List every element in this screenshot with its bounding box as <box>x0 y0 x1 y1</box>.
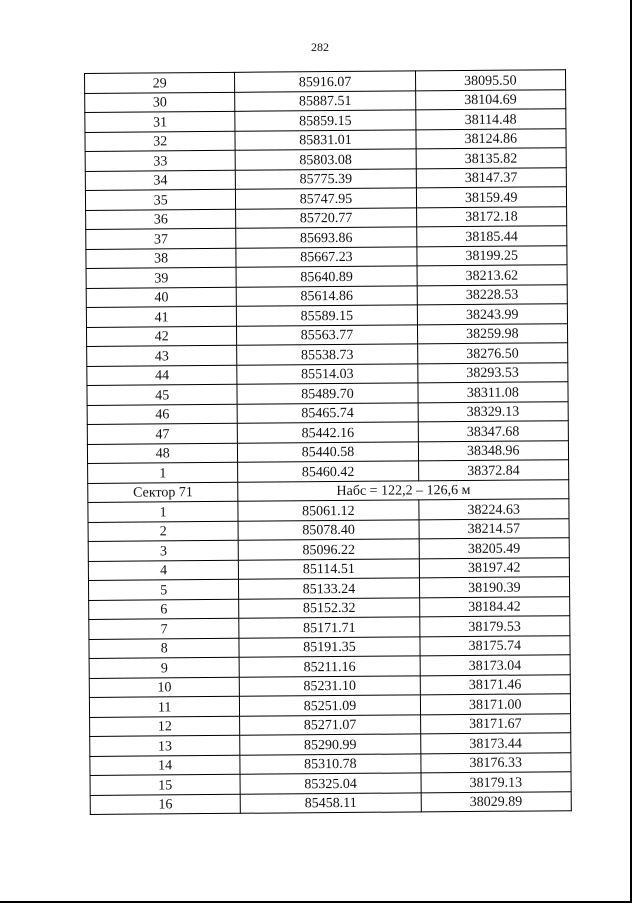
x-coordinate-cell: 85290.99 <box>240 734 420 755</box>
y-coordinate-cell: 38205.49 <box>419 538 570 559</box>
point-number-cell: 31 <box>85 111 235 132</box>
x-coordinate-cell: 85693.86 <box>236 227 416 248</box>
y-coordinate-cell: 38311.08 <box>418 382 569 403</box>
x-coordinate-cell: 85489.70 <box>237 383 417 404</box>
y-coordinate-cell: 38172.18 <box>416 206 567 227</box>
y-coordinate-cell: 38175.74 <box>419 635 570 656</box>
y-coordinate-cell: 38259.98 <box>417 323 568 344</box>
x-coordinate-cell: 85271.07 <box>240 714 420 735</box>
page-number: 282 <box>311 40 329 54</box>
x-coordinate-cell: 85096.22 <box>239 539 419 560</box>
point-number-cell: 10 <box>89 677 239 698</box>
point-number-cell: 8 <box>89 638 239 659</box>
point-number-cell: 5 <box>88 579 238 600</box>
point-number-cell: 1 <box>88 501 238 522</box>
point-number-cell: 33 <box>85 150 235 171</box>
point-number-cell: 38 <box>86 248 236 269</box>
point-number-cell: 3 <box>88 540 238 561</box>
x-coordinate-cell: 85887.51 <box>235 90 415 111</box>
x-coordinate-cell: 85640.89 <box>236 266 416 287</box>
x-coordinate-cell: 85114.51 <box>239 558 419 579</box>
x-coordinate-cell: 85061.12 <box>238 500 418 521</box>
coordinates-table-body <box>85 70 572 815</box>
y-coordinate-cell: 38347.68 <box>418 421 569 442</box>
y-coordinate-cell: 38159.49 <box>416 187 567 208</box>
y-coordinate-cell: 38348.96 <box>418 440 569 461</box>
y-coordinate-cell: 38214.57 <box>419 518 570 539</box>
table-row <box>90 791 571 814</box>
y-coordinate-cell: 38029.89 <box>421 791 572 812</box>
point-number-cell: 45 <box>87 384 237 405</box>
y-coordinate-cell: 38190.39 <box>419 577 570 598</box>
point-number-cell: 13 <box>90 735 240 756</box>
y-coordinate-cell: 38171.00 <box>420 694 571 715</box>
y-coordinate-cell: 38293.53 <box>417 362 568 383</box>
x-coordinate-cell: 85747.95 <box>236 188 416 209</box>
point-number-cell: 14 <box>90 755 240 776</box>
y-coordinate-cell: 38372.84 <box>418 460 569 481</box>
y-coordinate-cell: 38243.99 <box>417 304 568 325</box>
y-coordinate-cell: 38185.44 <box>416 226 567 247</box>
point-number-cell: 34 <box>85 170 235 191</box>
x-coordinate-cell: 85720.77 <box>236 207 416 228</box>
point-number-cell: 35 <box>85 189 235 210</box>
y-coordinate-cell: 38329.13 <box>418 401 569 422</box>
y-coordinate-cell: 38176.33 <box>420 752 571 773</box>
point-number-cell: 40 <box>86 287 236 308</box>
point-number-cell: 1 <box>88 462 238 483</box>
x-coordinate-cell: 85775.39 <box>236 168 416 189</box>
y-coordinate-cell: 38124.86 <box>416 128 567 149</box>
point-number-cell: 46 <box>87 404 237 425</box>
y-coordinate-cell: 38171.67 <box>420 713 571 734</box>
point-number-cell: 9 <box>89 657 239 678</box>
point-number-cell: 43 <box>87 345 237 366</box>
x-coordinate-cell: 85563.77 <box>237 324 417 345</box>
x-coordinate-cell: 85191.35 <box>239 636 419 657</box>
x-coordinate-cell: 85133.24 <box>239 578 419 599</box>
y-coordinate-cell: 38179.53 <box>419 616 570 637</box>
y-coordinate-cell: 38199.25 <box>416 245 567 266</box>
point-number-cell: 41 <box>86 306 236 327</box>
sector-altitude-range: Набс = 122,2 – 126,6 м <box>238 479 569 501</box>
point-number-cell: 11 <box>89 696 239 717</box>
x-coordinate-cell: 85231.10 <box>240 675 420 696</box>
x-coordinate-cell: 85803.08 <box>235 149 415 170</box>
x-coordinate-cell: 85859.15 <box>235 110 415 131</box>
x-coordinate-cell: 85916.07 <box>235 71 415 92</box>
point-number-cell: 37 <box>86 228 236 249</box>
point-number-cell: 47 <box>87 423 237 444</box>
point-number-cell: 6 <box>89 599 239 620</box>
point-number-cell: 42 <box>86 326 236 347</box>
x-coordinate-cell: 85171.71 <box>239 617 419 638</box>
point-number-cell: 16 <box>90 794 240 815</box>
y-coordinate-cell: 38114.48 <box>415 109 566 130</box>
x-coordinate-cell: 85211.16 <box>239 656 419 677</box>
x-coordinate-cell: 85152.32 <box>239 597 419 618</box>
x-coordinate-cell: 85325.04 <box>240 773 420 794</box>
point-number-cell: 36 <box>86 209 236 230</box>
x-coordinate-cell: 85310.78 <box>240 753 420 774</box>
y-coordinate-cell: 38147.37 <box>416 167 567 188</box>
x-coordinate-cell: 85831.01 <box>235 129 415 150</box>
y-coordinate-cell: 38228.53 <box>417 284 568 305</box>
y-coordinate-cell: 38224.63 <box>418 499 569 520</box>
sector-label: Сектор 71 <box>88 482 238 503</box>
y-coordinate-cell: 38171.46 <box>420 674 571 695</box>
x-coordinate-cell: 85667.23 <box>236 246 416 267</box>
y-coordinate-cell: 38173.44 <box>420 733 571 754</box>
point-number-cell: 12 <box>90 716 240 737</box>
y-coordinate-cell: 38213.62 <box>417 265 568 286</box>
x-coordinate-cell: 85465.74 <box>237 402 417 423</box>
x-coordinate-cell: 85458.11 <box>241 792 421 813</box>
x-coordinate-cell: 85440.58 <box>238 441 418 462</box>
y-coordinate-cell: 38197.42 <box>419 557 570 578</box>
x-coordinate-cell: 85538.73 <box>237 344 417 365</box>
coordinates-table <box>84 69 572 815</box>
x-coordinate-cell: 85078.40 <box>238 519 418 540</box>
point-number-cell: 2 <box>88 521 238 542</box>
point-number-cell: 32 <box>85 131 235 152</box>
x-coordinate-cell: 85251.09 <box>240 695 420 716</box>
point-number-cell: 7 <box>89 618 239 639</box>
point-number-cell: 30 <box>85 92 235 113</box>
y-coordinate-cell: 38276.50 <box>417 343 568 364</box>
y-coordinate-cell: 38095.50 <box>415 70 566 91</box>
x-coordinate-cell: 85589.15 <box>237 305 417 326</box>
point-number-cell: 39 <box>86 267 236 288</box>
y-coordinate-cell: 38179.13 <box>421 772 572 793</box>
point-number-cell: 44 <box>87 365 237 386</box>
point-number-cell: 15 <box>90 774 240 795</box>
x-coordinate-cell: 85460.42 <box>238 461 418 482</box>
y-coordinate-cell: 38135.82 <box>416 148 567 169</box>
y-coordinate-cell: 38104.69 <box>415 89 566 110</box>
point-number-cell: 29 <box>85 72 235 93</box>
point-number-cell: 4 <box>88 560 238 581</box>
x-coordinate-cell: 85442.16 <box>238 422 418 443</box>
y-coordinate-cell: 38184.42 <box>419 596 570 617</box>
x-coordinate-cell: 85614.86 <box>237 285 417 306</box>
y-coordinate-cell: 38173.04 <box>420 655 571 676</box>
x-coordinate-cell: 85514.03 <box>237 363 417 384</box>
point-number-cell: 48 <box>87 443 237 464</box>
